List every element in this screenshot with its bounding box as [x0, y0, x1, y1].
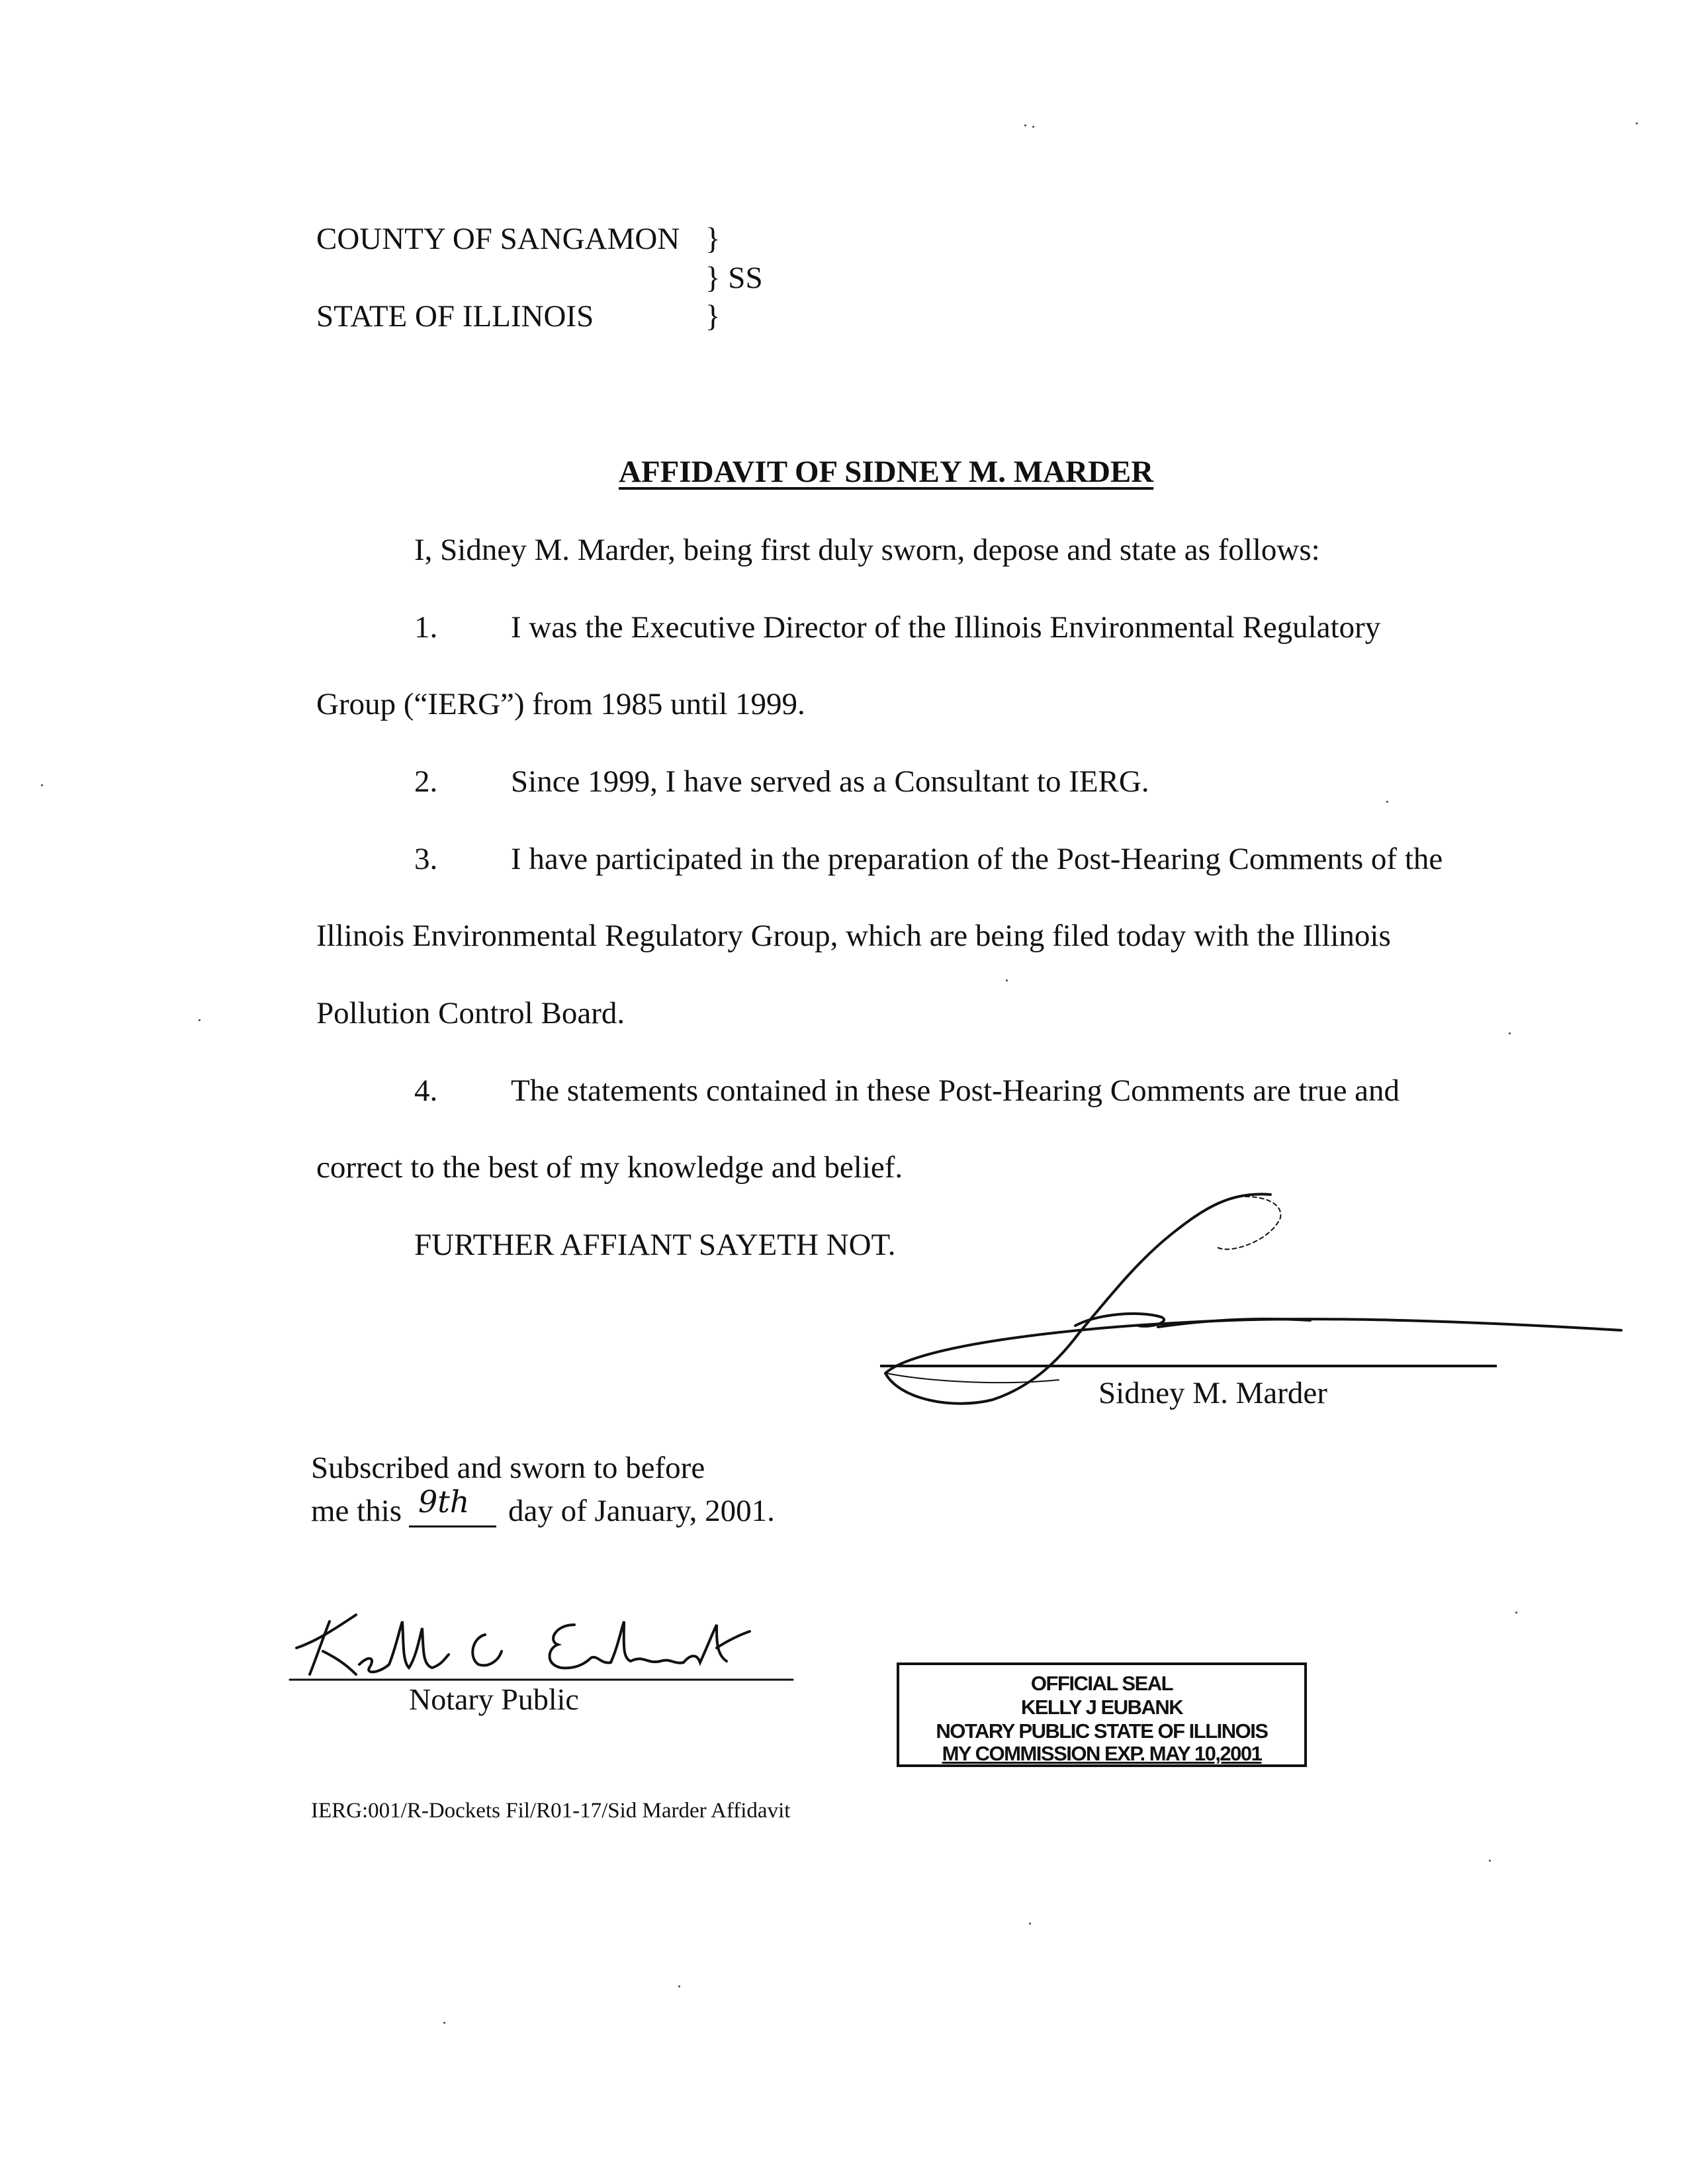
affiant-signature-line	[880, 1365, 1497, 1367]
paragraph-2-number: 2.	[414, 764, 438, 799]
paragraph-4-line-1: The statements contained in these Post-Hearing Comments are true and	[511, 1073, 1400, 1108]
paragraph-4-line-2: correct to the best of my knowledge and belief.	[316, 1150, 903, 1185]
scan-speck	[1515, 1612, 1517, 1614]
jurat-line-1: Subscribed and sworn to before	[311, 1451, 705, 1485]
notary-label: Notary Public	[409, 1682, 579, 1716]
venue-brace-bottom: }	[705, 299, 721, 334]
venue-ss: } SS	[705, 261, 763, 295]
affiant-printed-name: Sidney M. Marder	[1098, 1376, 1327, 1410]
closing-statement: FURTHER AFFIANT SAYETH NOT.	[414, 1228, 896, 1262]
paragraph-3-number: 3.	[414, 842, 438, 876]
scan-speck	[199, 1019, 201, 1021]
jurat-line-2-prefix: me this	[311, 1494, 402, 1528]
scan-speck	[1029, 1923, 1031, 1925]
jurat-line-2-suffix: day of January, 2001.	[508, 1494, 775, 1528]
scan-speck	[1509, 1032, 1511, 1034]
scan-speck	[1024, 124, 1026, 126]
jurat-day-blank	[409, 1525, 496, 1527]
state-label: STATE OF ILLINOIS	[316, 299, 594, 334]
footer-file-reference: IERG:001/R-Dockets Fil/R01-17/Sid Marder Affidavit	[311, 1799, 791, 1823]
paragraph-2-line-1: Since 1999, I have served as a Consultant to IERG.	[511, 764, 1149, 799]
seal-line-1: OFFICIAL SEAL	[1030, 1672, 1173, 1695]
seal-line-4: MY COMMISSION EXP. MAY 10,2001	[942, 1742, 1262, 1765]
affidavit-title: AFFIDAVIT OF SIDNEY M. MARDER	[619, 455, 1154, 489]
paragraph-3-line-1: I have participated in the preparation of the Post-Hearing Comments of the	[511, 842, 1443, 876]
official-seal-stamp	[897, 1662, 1307, 1767]
scan-speck	[1636, 122, 1638, 124]
scan-speck	[678, 1985, 680, 1987]
paragraph-3-line-2: Illinois Environmental Regulatory Group, which are being filed today with the Illinois	[316, 919, 1391, 953]
scan-speck	[41, 784, 43, 786]
scan-speck	[1006, 979, 1008, 981]
paragraph-1-number: 1.	[414, 610, 438, 645]
paragraph-3-line-3: Pollution Control Board.	[316, 996, 625, 1030]
paragraph-4-number: 4.	[414, 1073, 438, 1108]
jurat-day-handwritten: 9th	[418, 1484, 470, 1520]
notary-signature	[283, 1602, 799, 1694]
scan-speck	[1386, 801, 1388, 803]
intro-statement: I, Sidney M. Marder, being first duly sworn, depose and state as follows:	[414, 533, 1320, 567]
seal-line-2: KELLY J EUBANK	[1020, 1696, 1183, 1719]
venue-brace-top: }	[705, 222, 721, 256]
county-label: COUNTY OF SANGAMON	[316, 222, 680, 256]
scan-speck	[1489, 1860, 1491, 1862]
seal-line-3: NOTARY PUBLIC STATE OF ILLINOIS	[936, 1719, 1268, 1743]
scan-speck	[443, 2022, 445, 2024]
paragraph-1-line-1: I was the Executive Director of the Illinois Environmental Regulatory	[511, 610, 1381, 645]
scan-speck	[1032, 126, 1034, 128]
paragraph-1-line-2: Group (“IERG”) from 1985 until 1999.	[316, 687, 805, 721]
